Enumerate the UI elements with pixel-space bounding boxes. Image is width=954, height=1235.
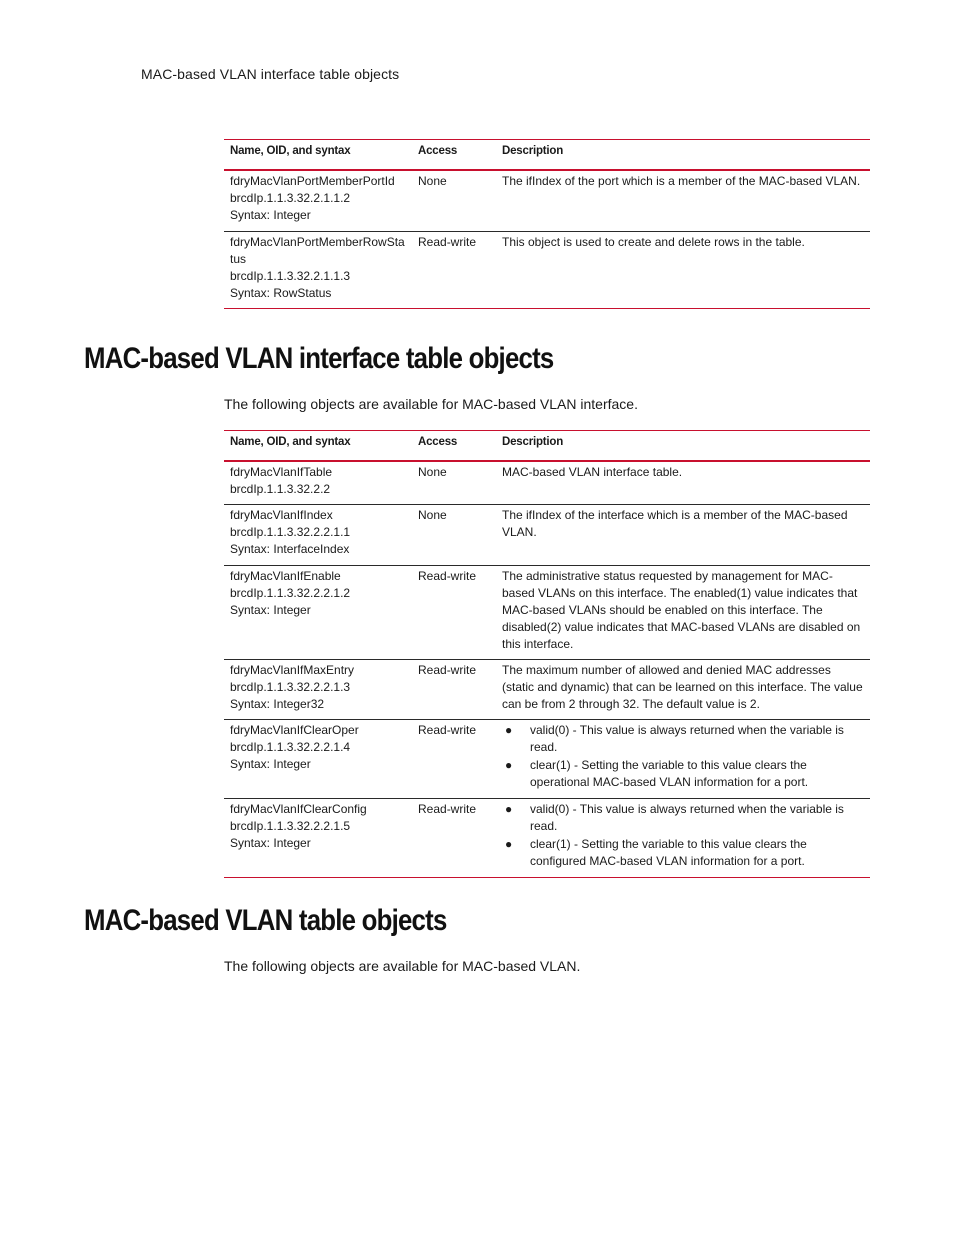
name-oid-syntax-cell [224, 461, 412, 505]
object-oid: brcdIp.1.1.3.32.2.2.1.5 [230, 819, 351, 833]
description-cell: The ifIndex of the interface which is a member of the MAC-based VLAN. [496, 505, 870, 566]
column-header-name: Name, OID, and syntax [224, 431, 412, 462]
bullet-icon: ● [505, 802, 513, 816]
table-row [224, 566, 870, 660]
object-name: fdryMacVlanPortMemberPortId [230, 174, 395, 188]
description-bullet-list [502, 801, 864, 870]
description-cell: MAC-based VLAN interface table. [496, 461, 870, 505]
description-cell [496, 799, 870, 878]
table-header-row [224, 431, 870, 462]
table-row [224, 461, 870, 505]
table-row [224, 231, 870, 308]
column-header-access: Access [412, 431, 496, 462]
object-syntax: Syntax: Integer [230, 757, 311, 771]
object-syntax: Syntax: Integer [230, 208, 311, 222]
access-cell: Read-write [412, 566, 496, 660]
section-intro-interface: The following objects are available for MAC-based VLAN interface. [224, 396, 638, 412]
access-cell: Read-write [412, 660, 496, 720]
object-name: fdryMacVlanIfClearOper [230, 723, 359, 737]
object-oid: brcdIp.1.1.3.32.2.2.1.2 [230, 586, 351, 600]
list-item [502, 757, 864, 791]
object-syntax: Syntax: RowStatus [230, 285, 332, 300]
object-syntax: Syntax: InterfaceIndex [230, 542, 350, 556]
name-oid-syntax-cell [224, 720, 412, 799]
column-header-access: Access [412, 140, 496, 171]
access-cell: Read-write [418, 802, 477, 816]
object-syntax: Syntax: Integer [230, 836, 311, 850]
section-intro-vlan: The following objects are available for MAC-based VLAN. [224, 958, 581, 974]
description-bullet-list [502, 722, 864, 791]
access-cell: None [412, 170, 496, 231]
name-oid-syntax-cell [224, 566, 412, 660]
name-oid-syntax-cell [224, 660, 412, 720]
bullet-text: valid(0) - This value is always returned when the variable is read. [530, 802, 844, 833]
object-oid: brcdIp.1.1.3.32.2.2.1.1 [230, 525, 351, 539]
object-oid: brcdIp.1.1.3.32.2.1.1.2 [230, 191, 351, 205]
access-cell: Read-write [418, 234, 477, 249]
table-row [224, 720, 870, 799]
list-item [502, 722, 864, 756]
name-oid-syntax-cell [224, 505, 412, 566]
name-oid-syntax-cell [224, 170, 412, 231]
list-item [502, 801, 864, 835]
column-header-description: Description [496, 140, 870, 171]
table-header-row [224, 140, 870, 171]
description-cell: The ifIndex of the port which is a member of the MAC-based VLAN. [496, 170, 870, 231]
table-row [224, 660, 870, 720]
access-cell: None [412, 505, 496, 566]
bullet-icon: ● [505, 758, 513, 772]
column-header-description: Description [496, 431, 870, 462]
access-cell: Read-write [412, 720, 496, 799]
name-oid-syntax-cell [224, 799, 412, 878]
running-header: MAC-based VLAN interface table objects [141, 66, 400, 82]
object-oid: brcdIp.1.1.3.32.2.2 [230, 482, 331, 496]
bullet-text: clear(1) - Setting the variable to this value clears the configured MAC-based VLAN information for a port. [530, 837, 807, 868]
object-syntax: Syntax: Integer [230, 603, 311, 617]
object-oid: brcdIp.1.1.3.32.2.2.1.4 [230, 740, 351, 754]
object-name: fdryMacVlanIfEnable [230, 569, 341, 583]
description-cell [496, 720, 870, 799]
object-oid: brcdIp.1.1.3.32.2.1.1.3 [230, 268, 351, 283]
description-cell: The administrative status requested by management for MAC-based VLANs on this interface. The enabled(1) value indicates that MAC-based VLANs should be enabled on this interface. The disabled(2) value indicates that MAC-based VLANs are disabled on this interface. [496, 566, 870, 660]
list-item [502, 836, 864, 870]
name-oid-syntax-cell [224, 231, 412, 308]
section-title-interface: MAC-based VLAN interface table objects [84, 342, 554, 375]
bullet-icon: ● [505, 837, 513, 851]
table-row [224, 505, 870, 566]
interface-table [224, 430, 870, 878]
object-name: fdryMacVlanIfMaxEntry [230, 663, 355, 677]
object-name: fdryMacVlanIfTable [230, 465, 333, 479]
object-name: fdryMacVlanPortMemberRowStatus [230, 234, 405, 266]
bullet-icon: ● [505, 723, 513, 737]
description-cell: The maximum number of allowed and denied MAC addresses (static and dynamic) that can be learned on this interface. The value can be from 2 through 32. The default value is 2. [496, 660, 870, 720]
description-cell: This object is used to create and delete rows in the table. [502, 234, 805, 249]
object-oid: brcdIp.1.1.3.32.2.2.1.3 [230, 680, 351, 694]
section-title-vlan: MAC-based VLAN table objects [84, 904, 447, 937]
object-name: fdryMacVlanIfClearConfig [230, 802, 367, 816]
object-name: fdryMacVlanIfIndex [230, 508, 333, 522]
column-header-name: Name, OID, and syntax [224, 140, 412, 171]
access-cell: None [412, 461, 496, 505]
bullet-text: clear(1) - Setting the variable to this value clears the operational MAC-based VLAN information for a port. [530, 758, 809, 789]
table-row [224, 170, 870, 231]
bullet-text: valid(0) - This value is always returned when the variable is read. [530, 723, 844, 754]
object-syntax: Syntax: Integer32 [230, 697, 325, 711]
port-member-table [224, 139, 870, 309]
table-row [224, 799, 870, 878]
